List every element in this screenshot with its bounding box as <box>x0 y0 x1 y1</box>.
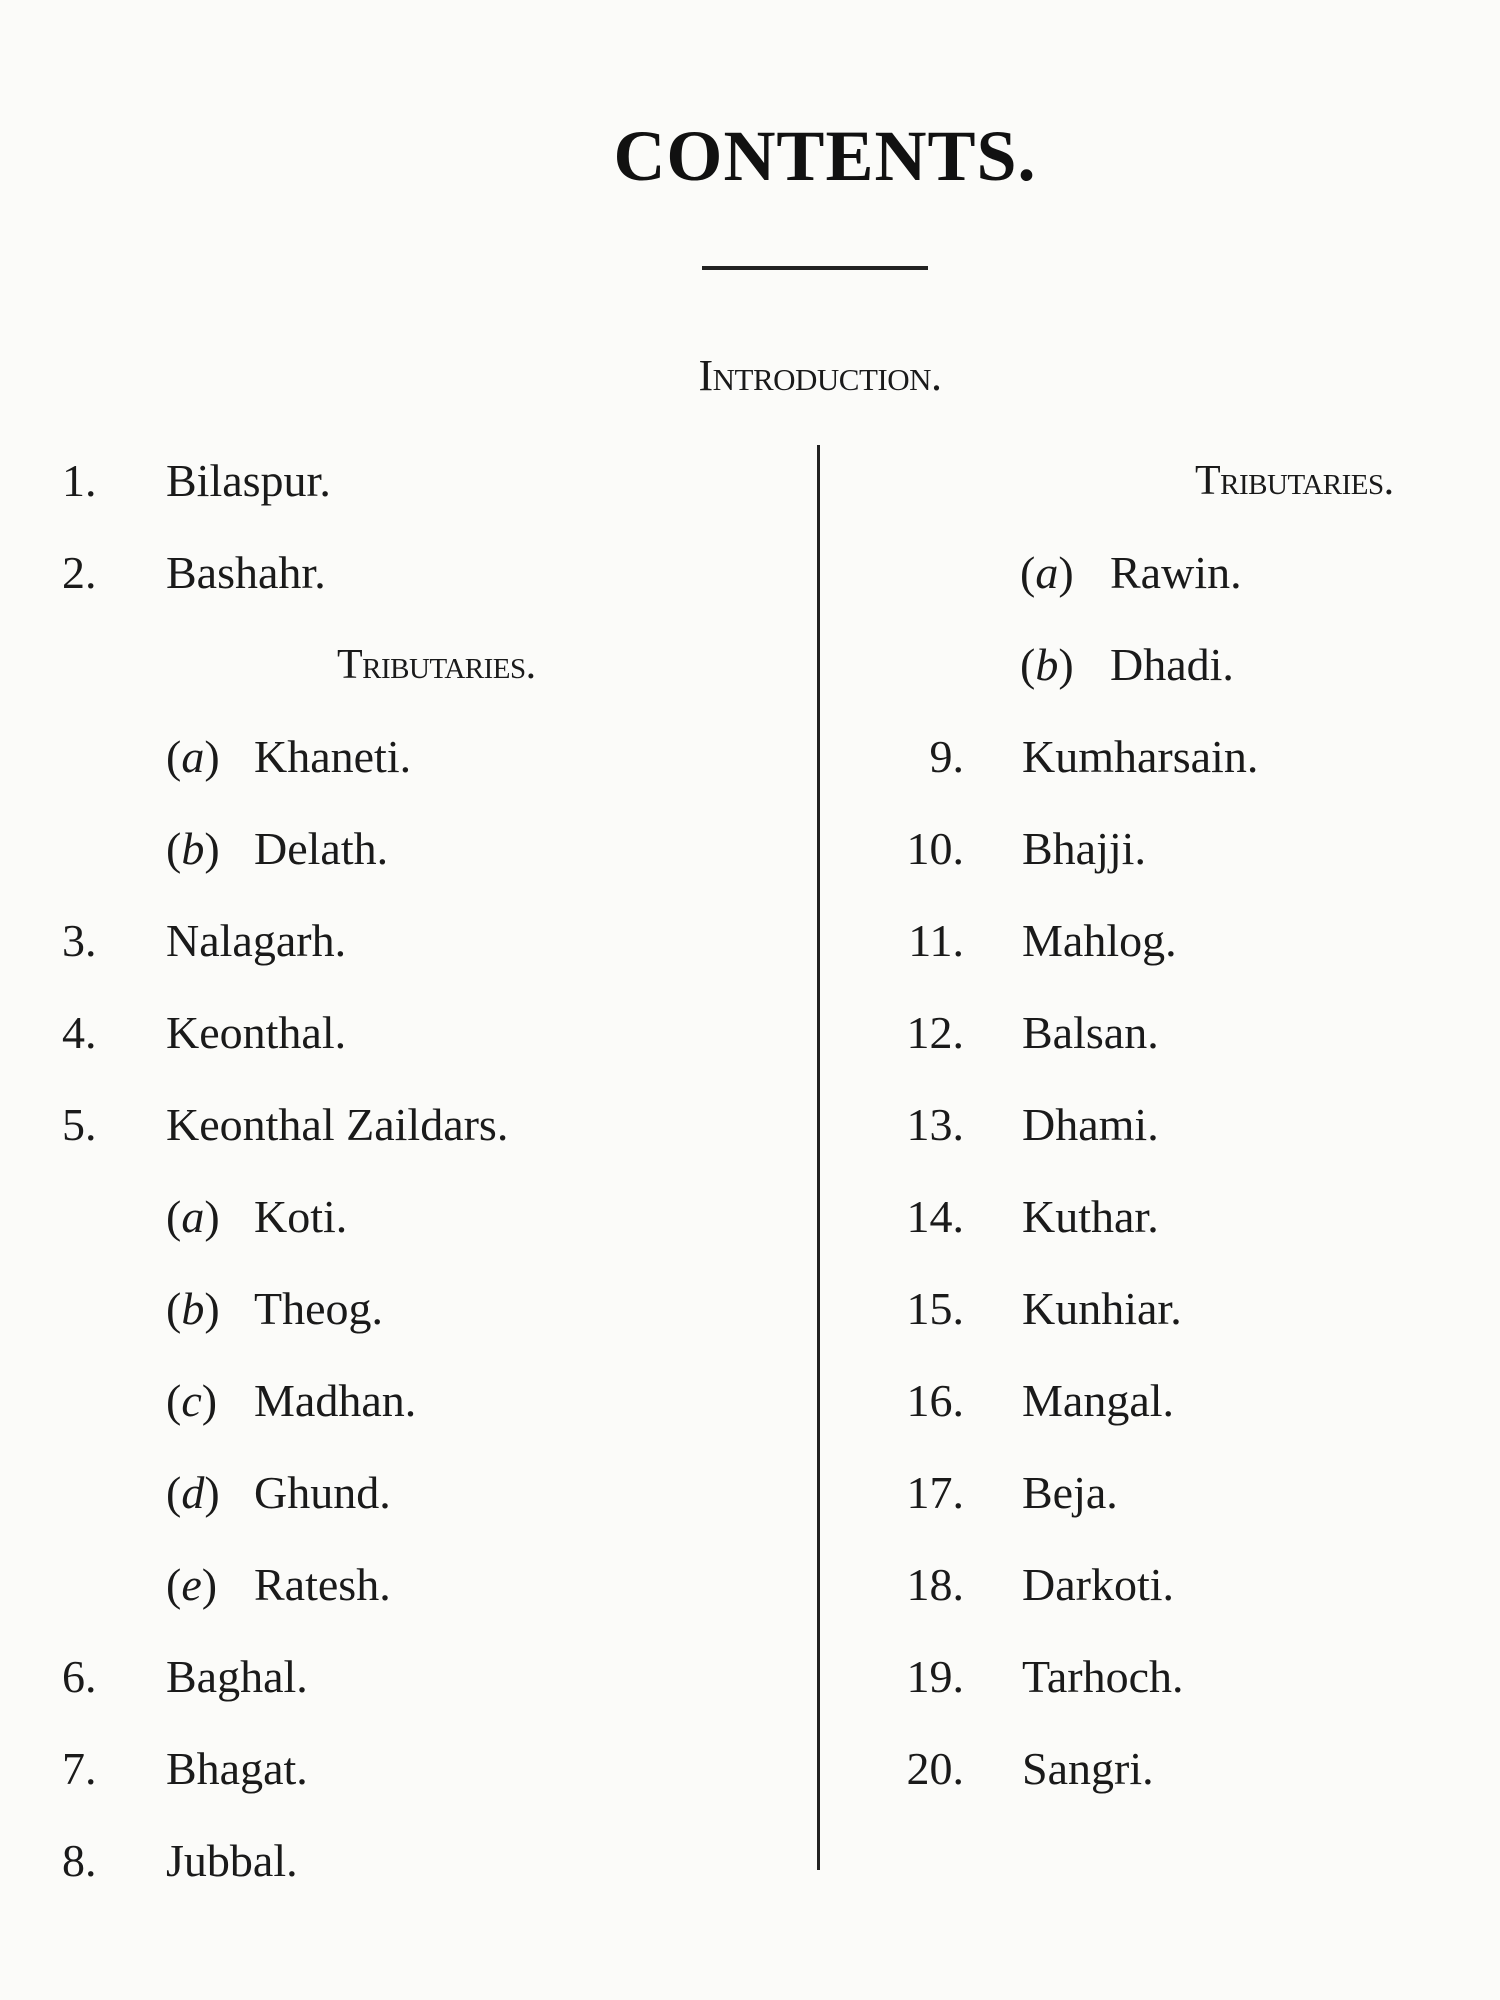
sub-entry-letter <box>166 1539 217 1631</box>
entry-number: 11. <box>908 915 964 966</box>
paren-open: ( <box>166 823 182 874</box>
toc-entry[interactable] <box>880 803 1460 895</box>
toc-entry[interactable] <box>62 527 802 619</box>
toc-entry[interactable] <box>880 527 1460 619</box>
entry-label: Mahlog. <box>1022 915 1177 966</box>
toc-entry[interactable] <box>62 987 802 1079</box>
paren-close: ) <box>204 1191 220 1242</box>
entry-number: 6. <box>62 1651 97 1702</box>
paren-open: ( <box>166 1375 182 1426</box>
sub-entry-letter <box>1020 527 1074 619</box>
entry-label: Bhajji. <box>1022 823 1146 874</box>
sub-entry-label: Koti. <box>254 1191 348 1242</box>
entry-number: 13. <box>906 1099 964 1150</box>
letter: d <box>181 1467 205 1518</box>
sub-entry-label: Delath. <box>254 823 389 874</box>
sub-entry-label: Khaneti. <box>254 731 412 782</box>
entry-number: 10. <box>906 823 964 874</box>
sub-entry-label: Madhan. <box>254 1375 417 1426</box>
letter: a <box>181 1191 205 1242</box>
sub-entry-label: Theog. <box>254 1283 384 1334</box>
sub-entry-letter <box>166 803 220 895</box>
entry-label: Jubbal. <box>166 1835 298 1886</box>
paren-close: ) <box>1058 547 1074 598</box>
letter: e <box>181 1559 202 1610</box>
sub-entry-label: Rawin. <box>1110 547 1242 598</box>
right-column <box>880 435 1460 1815</box>
introduction-heading: Introduction. <box>698 351 942 400</box>
paren-open: ( <box>166 1283 182 1334</box>
entry-number: 15. <box>906 1283 964 1334</box>
entry-number: 8. <box>62 1835 97 1886</box>
toc-entry[interactable] <box>62 803 802 895</box>
paren-close: ) <box>201 1559 218 1610</box>
paren-open: ( <box>1020 547 1036 598</box>
entry-number: 19. <box>906 1651 964 1702</box>
toc-entry[interactable] <box>880 895 1460 987</box>
entry-label: Bilaspur. <box>166 455 331 506</box>
paren-close: ) <box>1058 639 1074 690</box>
paren-open: ( <box>166 1191 182 1242</box>
entry-label: Bhagat. <box>166 1743 308 1794</box>
toc-entry[interactable] <box>880 1171 1460 1263</box>
entry-number: 4. <box>62 1007 97 1058</box>
sub-entry-letter <box>166 1263 220 1355</box>
entry-number: 9. <box>929 731 964 782</box>
entry-label: Bashahr. <box>166 547 326 598</box>
sub-entry-label: Dhadi. <box>1110 639 1234 690</box>
sub-entry-letter <box>166 1171 220 1263</box>
letter: b <box>181 823 205 874</box>
sub-entry-label: Ratesh. <box>254 1559 391 1610</box>
entry-label: Baghal. <box>166 1651 308 1702</box>
toc-entry[interactable] <box>62 1263 802 1355</box>
title-rule <box>702 266 928 270</box>
paren-open: ( <box>166 1559 182 1610</box>
entry-number: 17. <box>906 1467 964 1518</box>
left-column <box>62 435 802 1907</box>
entry-label: Kunhiar. <box>1022 1283 1182 1334</box>
entry-number: 3. <box>62 915 97 966</box>
toc-entry[interactable] <box>62 435 802 527</box>
sub-entry-letter <box>166 711 220 803</box>
sub-entry-letter <box>1020 619 1074 711</box>
toc-entry[interactable] <box>62 711 802 803</box>
toc-entry[interactable] <box>880 1355 1460 1447</box>
letter: a <box>181 731 205 782</box>
toc-entry[interactable] <box>62 1723 802 1815</box>
toc-entry[interactable] <box>880 1723 1460 1815</box>
entry-number: 5. <box>62 1099 97 1150</box>
toc-entry[interactable] <box>62 1079 802 1171</box>
section-heading-row[interactable] <box>880 435 1460 527</box>
entry-number: 16. <box>906 1375 964 1426</box>
toc-entry[interactable] <box>62 1815 802 1907</box>
toc-entry[interactable] <box>62 1631 802 1723</box>
toc-entry[interactable] <box>62 1539 802 1631</box>
letter: c <box>181 1375 202 1426</box>
entry-label: Sangri. <box>1022 1743 1154 1794</box>
toc-entry[interactable] <box>62 895 802 987</box>
entry-label: Kuthar. <box>1022 1191 1159 1242</box>
toc-entry[interactable] <box>880 1631 1460 1723</box>
entry-label: Balsan. <box>1022 1007 1159 1058</box>
letter: a <box>1035 547 1059 598</box>
paren-open: ( <box>166 1467 182 1518</box>
paren-close: ) <box>204 1283 220 1334</box>
entry-number: 14. <box>906 1191 964 1242</box>
toc-entry[interactable] <box>62 1171 802 1263</box>
page-title: CONTENTS. <box>613 116 1037 196</box>
entry-number: 7. <box>62 1743 97 1794</box>
entry-label: Mangal. <box>1022 1375 1175 1426</box>
paren-open: ( <box>166 731 182 782</box>
tributaries-heading: Tributaries. <box>1195 458 1394 504</box>
toc-entry[interactable] <box>880 1263 1460 1355</box>
toc-entry[interactable] <box>62 1355 802 1447</box>
entry-number: 20. <box>906 1743 964 1794</box>
tributaries-heading: Tributaries. <box>337 642 536 688</box>
entry-label: Kumharsain. <box>1022 731 1259 782</box>
entry-number: 18. <box>906 1559 964 1610</box>
paren-close: ) <box>204 1467 220 1518</box>
toc-entry[interactable] <box>62 1447 802 1539</box>
sub-entry-label: Ghund. <box>254 1467 391 1518</box>
entry-number: 2. <box>62 547 97 598</box>
paren-close: ) <box>201 1375 218 1426</box>
toc-entry[interactable] <box>880 1539 1460 1631</box>
letter: b <box>1035 639 1059 690</box>
section-heading-row[interactable] <box>62 619 802 711</box>
toc-entry[interactable] <box>880 619 1460 711</box>
toc-entry[interactable] <box>880 711 1460 803</box>
entry-label: Beja. <box>1022 1467 1118 1518</box>
paren-open: ( <box>1020 639 1036 690</box>
entry-number: 12. <box>906 1007 964 1058</box>
entry-label: Keonthal Zaildars. <box>166 1099 509 1150</box>
toc-entry[interactable] <box>880 1079 1460 1171</box>
column-divider <box>817 445 820 1870</box>
sub-entry-letter <box>166 1355 217 1447</box>
letter: b <box>181 1283 205 1334</box>
sub-entry-letter <box>166 1447 220 1539</box>
entry-label: Nalagarh. <box>166 915 347 966</box>
toc-entry[interactable] <box>880 987 1460 1079</box>
paren-close: ) <box>204 731 220 782</box>
toc-entry[interactable] <box>880 1447 1460 1539</box>
paren-close: ) <box>204 823 220 874</box>
entry-label: Keonthal. <box>166 1007 347 1058</box>
entry-number: 1. <box>62 455 97 506</box>
entry-label: Dhami. <box>1022 1099 1159 1150</box>
entry-label: Darkoti. <box>1022 1559 1175 1610</box>
entry-label: Tarhoch. <box>1022 1651 1184 1702</box>
